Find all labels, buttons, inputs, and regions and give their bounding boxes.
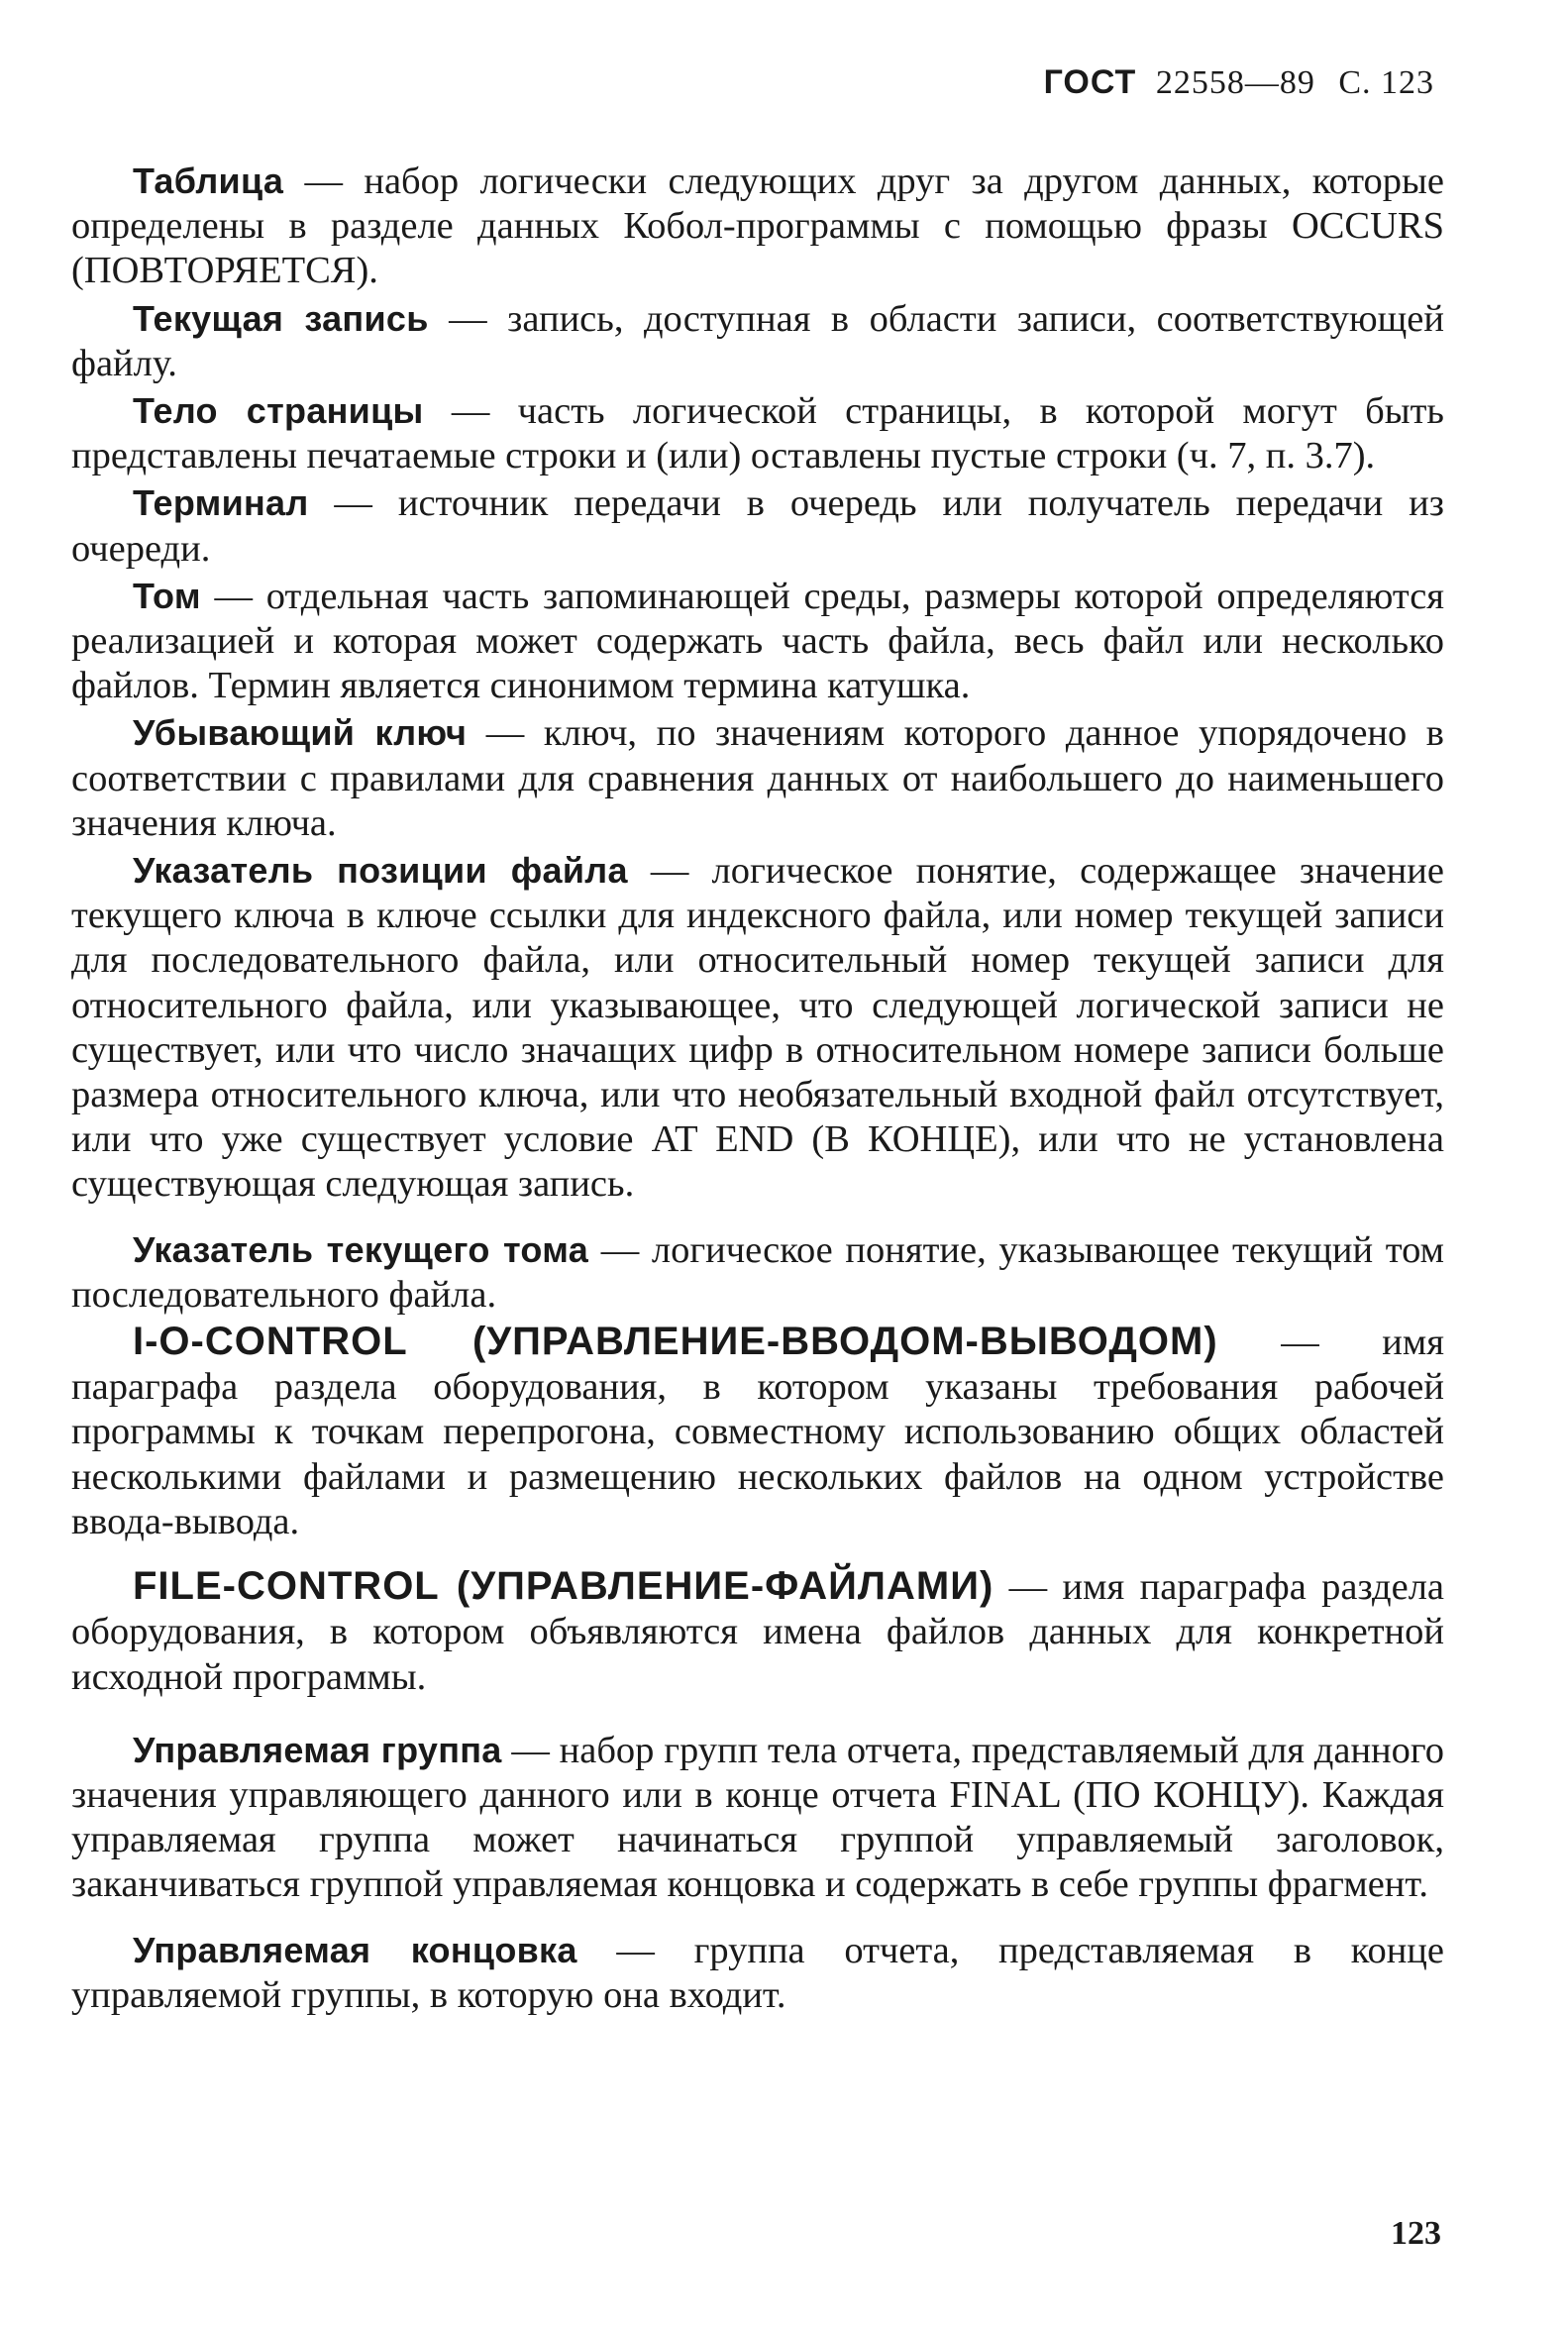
entry-term: Том <box>133 575 201 616</box>
entry-term: Таблица <box>133 160 284 201</box>
entry-definition: — часть логической страницы, в которой могут быть представлены печатаемые строки и (или) оставлены пустые строки (ч. 7, п. 3.7). <box>71 390 1444 477</box>
glossary-entry <box>71 848 1444 1208</box>
entry-term: Тело страницы <box>133 390 424 432</box>
glossary-entry <box>71 296 1444 386</box>
entry-definition: — имя параграфа раздела оборудования, в котором объявляются имена файлов данных для конкретной исходной программы. <box>71 1566 1444 1698</box>
entry-term: FILE-CONTROL (УПРАВЛЕНИЕ-ФАЙЛАМИ) <box>133 1564 994 1609</box>
glossary-body <box>71 159 1444 2020</box>
entry-term: I-O-CONTROL (УПРАВЛЕНИЕ-ВВОДОМ-ВЫВОДОМ) <box>133 1320 1218 1364</box>
entry-definition: — отдельная часть запоминающей среды, размеры которой определяются реализацией и которая может содержать часть файла, весь файл или несколько файлов. Термин является синонимом термина катушка. <box>71 575 1444 707</box>
entry-term: Терминал <box>133 482 309 524</box>
glossary-entry <box>71 480 1444 571</box>
glossary-entry <box>71 1227 1444 1318</box>
entry-definition: — имя параграфа раздела оборудования, в котором указаны требования рабочей программы к точкам перепрогона, совместному использованию общих областей несколькими файлами и размещению нескольких файлов на одном устройстве ввода-вывода. <box>71 1322 1444 1542</box>
glossary-entry <box>71 159 1444 294</box>
entry-term: Текущая запись <box>133 297 429 339</box>
page-header <box>1044 63 1434 102</box>
standard-label: ГОСТ <box>1043 63 1137 101</box>
entry-term: Управляемая концовка <box>133 1929 577 1970</box>
glossary-entry <box>71 1728 1444 1908</box>
entry-definition: — логическое понятие, указывающее текущий том последовательного файла. <box>71 1228 1444 1316</box>
entry-term: Управляемая группа <box>133 1729 502 1770</box>
entry-term: Убывающий ключ <box>133 712 468 754</box>
entry-definition: — ключ, по значениям которого данное упорядочено в соответствии с правилами для сравнения данных от наибольшего до наименьшего значения ключа. <box>71 712 1444 844</box>
entry-term: Указатель текущего тома <box>133 1228 589 1270</box>
glossary-entry <box>71 710 1444 846</box>
page-number: 123 <box>1391 2215 1441 2252</box>
entry-definition: — набор логически следующих друг за другом данных, которые определены в разделе данных Кобол-программы с помощью фразы OCCURS (ПОВТОРЯЕТСЯ). <box>71 160 1444 292</box>
entry-definition: — источник передачи в очередь или получатель передачи из очереди. <box>71 482 1444 570</box>
entry-definition: — группа отчета, представляемая в конце управляемой группы, в которую она входит. <box>71 1929 1444 2016</box>
glossary-entry <box>71 574 1444 709</box>
entry-definition: — запись, доступная в области записи, соответствующей файлу. <box>71 297 1444 384</box>
standard-number: 22558—89 <box>1155 64 1315 101</box>
entry-definition: — набор групп тела отчета, представляемый для данного значения управляющего данного или в конце отчета FINAL (ПО КОНЦУ). Каждая управляемая группа может начинаться группой управляемый заголовок, заканчиваться группой управляемая концовка и содержать в себе группы фрагмент. <box>71 1729 1444 1906</box>
glossary-entry <box>71 388 1444 478</box>
entry-definition: — логическое понятие, содержащее значение текущего ключа в ключе ссылки для индексного файла, или номер текущей записи для последовательного файла, или относительный номер текущей записи для относительного файла, или указывающее, что следующей логической записи не существует, или что число значащих цифр в относительном номере записи больше размера относительного ключа, или что необязательный входной файл отсутствует, или что уже существует условие AT END (В КОНЦЕ), или что не установлена существующая следующая запись. <box>71 850 1444 1206</box>
entry-term: Указатель позиции файла <box>133 850 628 892</box>
glossary-entry <box>71 1564 1444 1700</box>
glossary-entry <box>71 1320 1444 1544</box>
header-page-ref: С. 123 <box>1338 64 1434 101</box>
glossary-entry <box>71 1928 1444 2018</box>
